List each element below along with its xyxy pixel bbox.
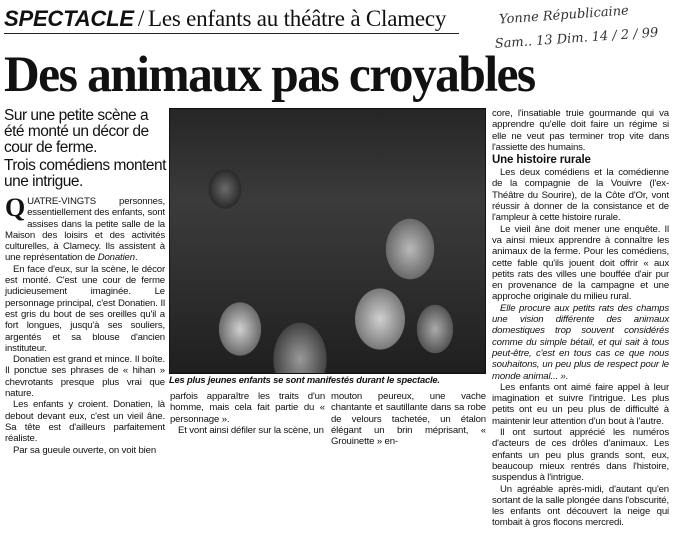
- photo-caption: Les plus jeunes enfants se sont manifestés durant le spectacle.: [169, 374, 440, 385]
- section-label: SPECTACLE: [4, 6, 134, 31]
- paragraph: core, l'insatiable truie gourmande qui va apprendre qu'elle doit faire un régime si elle ne veut pas terminer trop vite dans l'assiette des humains.: [492, 108, 669, 153]
- article-column-1: [5, 193, 165, 456]
- article-column-3: [331, 391, 486, 447]
- handnote-date: Sam.. 13 Dim. 14 / 2 / 99: [494, 25, 659, 52]
- paragraph: Par sa gueule ouverte, on voit bien: [13, 444, 157, 456]
- handnote-source: Yonne Républicaine: [498, 3, 630, 28]
- drop-cap: Q: [5, 193, 26, 222]
- paragraph: Les enfants y croient. Donatien, là debout devant eux, c'est un vieil âne. Sa tête est d'ailleurs parfaitement réaliste.: [5, 399, 165, 445]
- paragraph: Les deux comédiens et la comédienne de la compagnie de la Vouivre (l'ex-Théâtre du Sourire), de la Côte d'Or, vont réussir à donner de la consistance et de l'ampleur à cette histoire rurale.: [492, 167, 669, 224]
- paragraph: Et vont ainsi défiler sur la scène, un: [178, 424, 324, 436]
- play-title: Donatien: [97, 252, 135, 264]
- paragraph-text: personnes, essentiellement des enfants, sont assises dans la petite salle de la Maison des loisirs et des activités culturelles, à Clamecy. Ils assistent à une représentation de: [5, 196, 165, 264]
- kicker-rule: [4, 33, 459, 34]
- lede: [4, 108, 168, 192]
- subheading: Une histoire rurale: [492, 154, 591, 167]
- lead-word: UATRE-VINGTS: [27, 196, 96, 207]
- article-column-2: [170, 391, 325, 436]
- section-kicker: [4, 6, 446, 32]
- headline: Des animaux pas croyables: [4, 47, 535, 103]
- kicker-separator: /: [137, 6, 145, 31]
- article-photo: [169, 108, 486, 374]
- lede-line-1: Sur une petite scène a été monté un décor de cour de ferme.: [4, 107, 149, 156]
- paragraph: En face d'eux, sur la scène, le décor est monté. C'est une cour de ferme judicieusement imaginée. Le personnage principal, c'est Donatien. Il est gris du bout de ses oreilles qu'il a fort longues, jusqu'à ses souliers, argentés et sa blouse d'ancien instituteur.: [5, 263, 165, 354]
- article-column-4: [492, 108, 669, 529]
- kicker-text: Les enfants au théâtre à Clamecy: [148, 6, 447, 31]
- paragraph-quote: Elle procure aux petits rats des champs une vision différente des animaux domestiques trop souvent considérés comme du simple bétail, et qui sait à tous peut-être, c'est en tous cas ce que nous souhaitons, un peu plus de respect pour le monde animal... ».: [492, 302, 669, 382]
- paragraph: Il ont surtout apprécié les numéros d'acteurs de ces drôles d'animaux. Les enfants un peu plus grands sont, eux, beaucoup mieux rentrés dans l'histoire, suspendus à l'intrigue.: [492, 427, 669, 484]
- paragraph: Les enfants ont aimé faire appel à leur imagination et suivre l'intrigue. Les plus petits ont eu un peu plus de difficulté à maintenir leur attention d'un bout à l'autre.: [492, 381, 669, 427]
- paragraph: Le vieil âne doit mener une enquête. Il va ainsi mieux apprendre à connaître les animaux de la ferme. Pour les comédiens, cette fable qu'ils jouent doit offrir « aux petits rats des villes une bouffée d'air pur en provenance de la campagne et une approche originale du milieu rural.: [492, 223, 669, 303]
- paragraph: parfois apparaître les traits d'un homme, mais cela fait partie du « personnage ».: [170, 391, 325, 425]
- paragraph-end: .: [134, 252, 138, 264]
- paragraph: [5, 193, 165, 264]
- paragraph: Un agréable après-midi, d'autant qu'en sortant de la salle plongée dans l'obscurité, les enfants ont découvert la neige qui tombait à gros flocons mercredi.: [492, 483, 669, 529]
- lede-line-2: Trois comédiens montent une intrigue.: [4, 157, 166, 190]
- paragraph: Donatien est grand et mince. Il boîte. Il ponctue ses phrases de « hihan » chevrotants presque plus vrai que nature.: [5, 354, 165, 400]
- paragraph: mouton peureux, une vache chantante et sautillante dans sa robe de velours tachetée, un étalon élégant un brin méprisant, « Grouinette » en-: [331, 391, 486, 448]
